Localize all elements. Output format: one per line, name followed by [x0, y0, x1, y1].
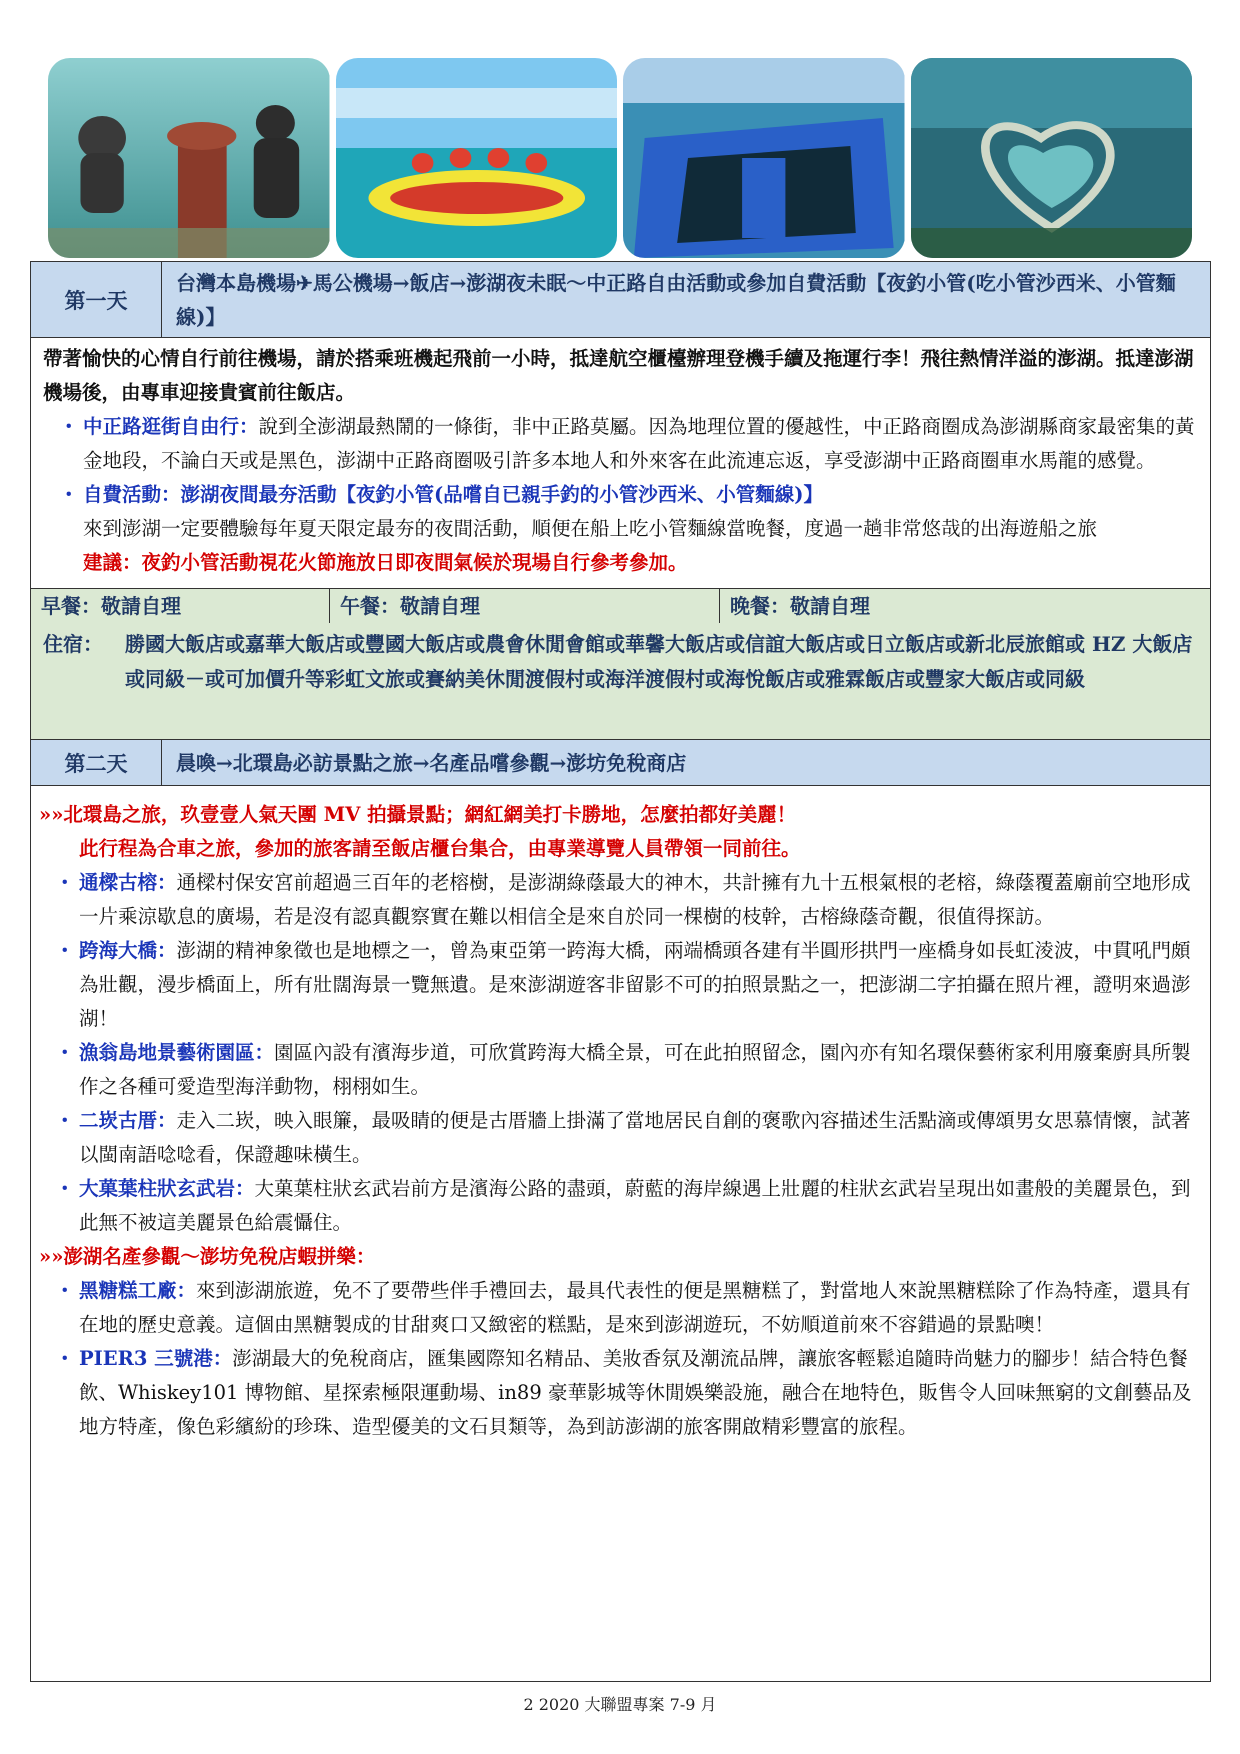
day2-item: [39, 1036, 1200, 1104]
bullet: ・: [55, 1347, 75, 1370]
breakfast: 早餐：敬請自理: [41, 594, 181, 618]
day2-item: [39, 1172, 1200, 1240]
item-text: 說到全澎湖最熱鬧的一條街，非中正路莫屬。因為地理位置的優越性，中正路商圈成為澎湖縣商家最密集的黃金地段，不論白天或是黑色，澎湖中正路商圈吸引許多本地人和外來客在此流連忘返，享受澎湖中正路商圈車水馬龍的感覺。: [83, 415, 1195, 472]
twin-hearts-stone-weir-photo: [911, 58, 1193, 258]
itinerary-frame: [30, 261, 1211, 1682]
day2-item: [39, 866, 1200, 934]
item-title: 大菓葉柱狀玄武岩：: [79, 1177, 255, 1200]
day1-intro: 帶著愉快的心情自行前往機場，請於搭乘班機起飛前一小時，抵達航空櫃檯辦理登機手續及拖運行李！飛往熱情洋溢的澎湖。抵達澎湖機場後，由專車迎接貴賓前往飯店。: [43, 347, 1194, 404]
headline-souvenir: »»澎湖名產參觀～澎坊免稅店蝦拼樂：: [39, 1245, 376, 1268]
bullet: ・: [55, 1279, 75, 1302]
day2-item: [39, 1342, 1200, 1444]
day2-header: [31, 740, 1210, 786]
bullet: ・: [55, 1109, 75, 1132]
item-text: 來到澎湖旅遊，免不了要帶些伴手禮回去，最具代表性的便是黑糖糕了，對當地人來說黑糖糕除了作為特產，還具有在地的歷史意義。這個由黑糖製成的甘甜爽口又緻密的糕點，是來到澎湖遊玩，不妨順道前來不容錯過的景點噢！: [79, 1279, 1191, 1336]
item-title: PIER3 三號港：: [79, 1347, 233, 1370]
stay-label: 住宿：: [43, 632, 103, 656]
item-title: 自費活動：澎湖夜間最夯活動【夜釣小管(品嚐自已親手釣的小管沙西米、小管麵線)】: [83, 483, 823, 506]
day2-body: [39, 798, 1200, 1444]
item-text: 澎湖最大的免稅商店，匯集國際知名精品、美妝香氛及潮流品牌，讓旅客輕鬆追隨時尚魅力的腳步！結合特色餐飲、Whiskey101 博物館、星探索極限運動場、in89 豪華影城等休閒娛樂設施，融合在地特色，販售令人回味無窮的文創藝品及地方特產，像色彩繽紛的珍珠、造型優美的文石貝類等，為到訪澎湖的旅客開啟精彩豐富的旅程。: [79, 1347, 1192, 1438]
headline-north-loop: »»北環島之旅，玖壹壹人氣天團 MV 拍攝景點；網紅網美打卡勝地，怎麼拍都好美麗！: [39, 803, 797, 826]
fishing-raft-photo: [623, 58, 905, 258]
day2-item: [39, 1274, 1200, 1342]
page-footer: 2 2020 大聯盟專案 7-9 月: [523, 1695, 717, 1714]
day2-label: 第二天: [31, 740, 162, 785]
day2-route: 晨喚→北環島必訪景點之旅→名產品嚐參觀→澎坊免稅商店: [176, 750, 687, 775]
day2-item: [39, 934, 1200, 1036]
item-title: 二崁古厝：: [79, 1109, 177, 1132]
day1-item: [43, 410, 1200, 478]
bullet: ・: [55, 939, 75, 962]
item-title: 黑糖糕工廠：: [79, 1279, 197, 1302]
item-text: 大菓葉柱狀玄武岩前方是濱海公路的盡頭，蔚藍的海岸線遇上壯麗的柱狀玄武岩呈現出如畫般的美麗景色，到此無不被這美麗景色給震懾住。: [79, 1177, 1191, 1234]
bullet: ・: [55, 1177, 75, 1200]
day1-label: 第一天: [31, 262, 162, 337]
dinner: 晚餐：敬請自理: [719, 589, 1212, 623]
day2-item: [39, 1104, 1200, 1172]
item-title: 漁翁島地景藝術園區：: [79, 1041, 275, 1064]
meals-row: [31, 588, 1210, 624]
item-title: 跨海大橋：: [79, 939, 177, 962]
item-text: 澎湖的精神象徵也是地標之一，曾為東亞第一跨海大橋，兩端橋頭各建有半圓形拱門一座橋身如長虹淩波，中貫吼門頗為壯觀，漫步橋面上，所有壯闊海景一覽無遺。是來澎湖遊客非留影不可的拍照景點之一，把澎湖二字拍攝在照片裡，證明來過澎湖！: [79, 939, 1191, 1030]
item-title: 通樑古榕：: [79, 871, 177, 894]
lunch: 午餐：敬請自理: [329, 589, 719, 623]
stay-row: [31, 623, 1210, 740]
photo-strip: [48, 58, 1192, 258]
suggestion: 建議：夜釣小管活動視花火節施放日即夜間氣候於現場自行參考參加。: [83, 551, 688, 574]
activity-text: 來到澎湖一定要體驗每年夏天限定最夯的夜間活動，順便在船上吃小管麵線當晚餐，度過一趟非常悠哉的出海遊船之旅: [83, 517, 1098, 540]
day1-body: [43, 342, 1200, 580]
day1-header: [31, 262, 1210, 338]
banana-boat-photo: [336, 58, 618, 258]
bullet: ・: [55, 871, 75, 894]
bullet: ・: [59, 415, 79, 438]
item-text: 走入二崁，映入眼簾，最吸睛的便是古厝牆上掛滿了當地居民自創的褒歌內容描述生活點滴或傳頌男女思慕情懷，試著以閩南語唸唸看，保證趣味橫生。: [79, 1109, 1191, 1166]
underwater-postbox-photo: [48, 58, 330, 258]
day1-item: [43, 478, 1200, 512]
stay: [43, 627, 1200, 697]
headline-shared-tour: 此行程為合車之旅，參加的旅客請至飯店櫃台集合，由專業導覽人員帶領一同前往。: [79, 837, 801, 860]
item-text: 通樑村保安宮前超過三百年的老榕樹，是澎湖綠蔭最大的神木，共計擁有九十五根氣根的老榕，綠蔭覆蓋廟前空地形成一片乘涼歇息的廣場，若是沒有認真觀察實在難以相信全是來自於同一棵樹的枝幹，古榕綠蔭奇觀，很值得探訪。: [79, 871, 1191, 928]
item-title: 中正路逛街自由行：: [83, 415, 259, 438]
bullet: ・: [55, 1041, 75, 1064]
day1-route: 台灣本島機場✈馬公機場→飯店→澎湖夜未眠～中正路自由活動或參加自費活動【夜釣小管(吃小管沙西米、小管麵線)】: [176, 270, 1176, 329]
bullet: ・: [59, 483, 79, 506]
stay-text: 勝國大飯店或嘉華大飯店或豐國大飯店或農會休閒會館或華馨大飯店或信誼大飯店或日立飯店或新北辰旅館或 HZ 大飯店或同級－或可加價升等彩虹文旅或賽納美休閒渡假村或海洋渡假村或海悅飯店或雅霖飯店或豐家大飯店或同級: [125, 632, 1193, 691]
item-text: 園區內設有濱海步道，可欣賞跨海大橋全景，可在此拍照留念，園內亦有知名環保藝術家利用廢棄廚具所製作之各種可愛造型海洋動物，栩栩如生。: [79, 1041, 1191, 1098]
